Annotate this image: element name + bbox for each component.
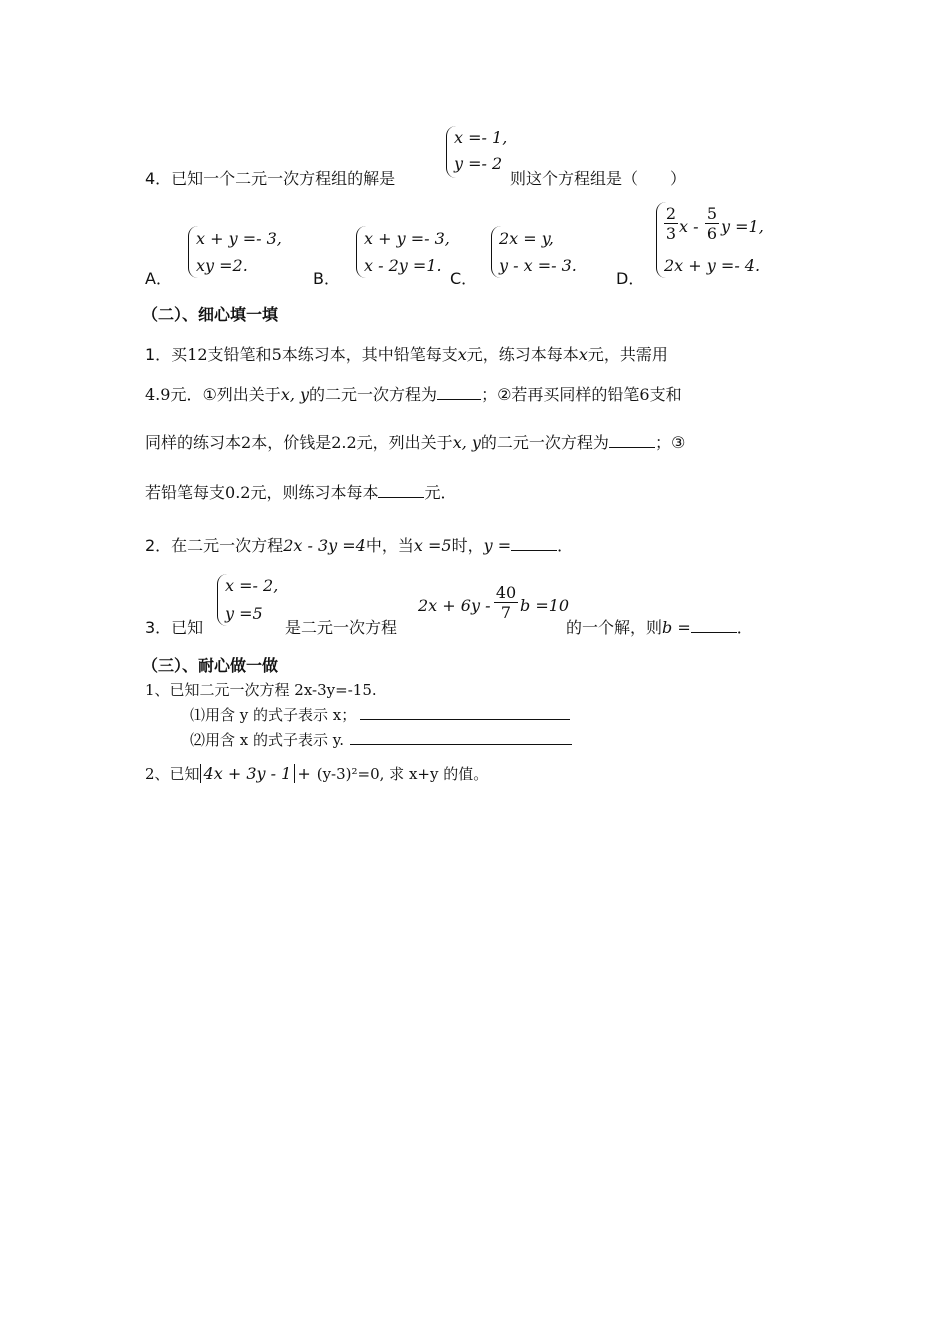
q3-equation-part-1: 2x + 6y - — [418, 596, 491, 615]
number: 12 — [187, 345, 208, 364]
section-3-question-1a — [190, 704, 570, 725]
text: ⑵用含 x 的式子表示 y. — [190, 731, 345, 749]
number: 2 — [241, 433, 252, 452]
option-b-line-1: x + y =- 3, — [364, 229, 450, 248]
option-b-label: B． — [313, 269, 340, 288]
q1-line-4 — [145, 480, 457, 503]
text: 支和 — [649, 385, 682, 404]
q4-stem-end: 则这个方程组是（ ） — [510, 169, 687, 188]
number: 0.2 — [225, 483, 251, 502]
text: ⑴用含 y 的式子表示 x； — [190, 706, 357, 724]
text: 元，则练习本每本 — [250, 483, 379, 502]
text: 2、已知 — [145, 765, 200, 783]
variables: x, y — [452, 433, 481, 452]
answer-blank[interactable] — [378, 497, 424, 498]
option-b-line-2: x - 2y =1. — [364, 256, 442, 275]
q1-line-3 — [145, 430, 685, 453]
q1-line-2 — [145, 382, 682, 405]
text: 2．在二元一次方程 — [145, 536, 284, 555]
text: 若铅笔每支 — [145, 483, 226, 502]
option-d-label: D． — [616, 269, 645, 288]
option-d-system — [656, 202, 772, 278]
text: 的二元一次方程为 — [480, 433, 609, 452]
text: ． — [557, 536, 574, 555]
section-3-title: （三）、耐心做一做 — [142, 656, 279, 675]
equation: 2x - 3y =4 — [283, 536, 366, 555]
answer-line[interactable] — [350, 744, 572, 745]
text: 元． — [424, 483, 457, 502]
variables: x, y — [280, 385, 310, 404]
option-b-system — [356, 226, 462, 278]
text: ；②若再买同样的铅笔 — [481, 385, 640, 404]
q3-line-1: x =- 2, — [225, 576, 279, 595]
number: 2.2 — [331, 433, 357, 452]
q3-line-2: y =5 — [225, 604, 263, 623]
answer-blank[interactable] — [437, 399, 481, 400]
option-c-system — [491, 226, 597, 278]
option-a-label: A． — [145, 269, 172, 288]
fraction-denominator: 7 — [494, 602, 518, 622]
number: 5 — [271, 345, 282, 364]
option-c-line-1: 2x = y, — [499, 229, 554, 248]
q1-line-1 — [145, 342, 668, 365]
q3-tail — [566, 615, 753, 638]
text: 元，练习本每本 — [466, 345, 579, 364]
fraction-numerator: 5 — [706, 204, 718, 223]
text: ． — [736, 618, 753, 637]
option-c-line-2: y - x =- 3. — [499, 256, 577, 275]
option-d-fraction-2 — [705, 204, 719, 243]
q3-equation-part-2: b =10 — [520, 596, 570, 615]
fraction-denominator: 6 — [706, 224, 718, 243]
fraction-numerator: 40 — [495, 583, 517, 602]
q4-stem: 4．已知一个二元一次方程组的解是 — [145, 169, 396, 188]
text: (y-3)²=0, 求 x+y 的值。 — [316, 765, 489, 783]
text: 中，当 — [365, 536, 414, 555]
answer-blank[interactable] — [691, 632, 737, 633]
option-a-line-1: x + y =- 3, — [196, 229, 282, 248]
option-d-mid: x - — [679, 217, 699, 236]
answer-line[interactable] — [360, 719, 570, 720]
text: 元，列出关于 — [356, 433, 453, 452]
number: 4.9 — [145, 385, 171, 404]
variable: b = — [662, 618, 691, 637]
text: 1．买 — [145, 345, 188, 364]
option-d-line-2: 2x + y =- 4. — [664, 256, 761, 275]
option-a-system — [188, 226, 294, 278]
section-3-question-2 — [145, 763, 488, 784]
variable: y = — [483, 536, 512, 555]
solution-line-1: x =- 1, — [454, 128, 508, 147]
section-3-question-1: 1、已知二元一次方程 2x-3y=-15. — [145, 681, 377, 699]
variable: x — [578, 345, 588, 364]
option-d-tail: y =1, — [721, 217, 764, 236]
text: 元．①列出关于 — [170, 385, 281, 404]
plus-sign: + — [297, 764, 311, 783]
text: 支铅笔和 — [207, 345, 272, 364]
solution-line-2: y =- 2 — [454, 154, 503, 173]
answer-blank[interactable] — [511, 550, 557, 551]
q3-solution-system — [217, 574, 283, 626]
q3-fraction — [494, 583, 518, 622]
text: ；③ — [654, 433, 686, 452]
fraction-denominator: 3 — [665, 224, 677, 243]
text: 本，价钱是 — [251, 433, 332, 452]
text: 的二元一次方程为 — [309, 385, 438, 404]
section-3-question-1b — [190, 729, 572, 750]
condition: x =5 — [413, 536, 452, 555]
fraction-numerator: 2 — [665, 204, 677, 223]
variable: x — [457, 345, 467, 364]
answer-blank[interactable] — [609, 447, 655, 448]
absolute-value-content: 4x + 3y - 1 — [203, 764, 292, 783]
text: 同样的练习本 — [145, 433, 242, 452]
number: 6 — [639, 385, 650, 404]
text: 时， — [451, 536, 484, 555]
absolute-value — [200, 764, 296, 783]
section-2-title: （二）、细心填一填 — [142, 305, 279, 324]
option-a-line-2: xy =2. — [196, 256, 248, 275]
option-d-fraction-1 — [664, 204, 678, 243]
section-2-question-2 — [145, 533, 573, 556]
option-c-label: C． — [450, 269, 478, 288]
text: 本练习本，其中铅笔每支 — [281, 345, 458, 364]
text: 元，共需用 — [587, 345, 668, 364]
text: 的一个解，则 — [566, 618, 663, 637]
q3-text: 是二元一次方程 — [285, 618, 398, 637]
q3-stem: 3．已知 — [145, 618, 204, 637]
